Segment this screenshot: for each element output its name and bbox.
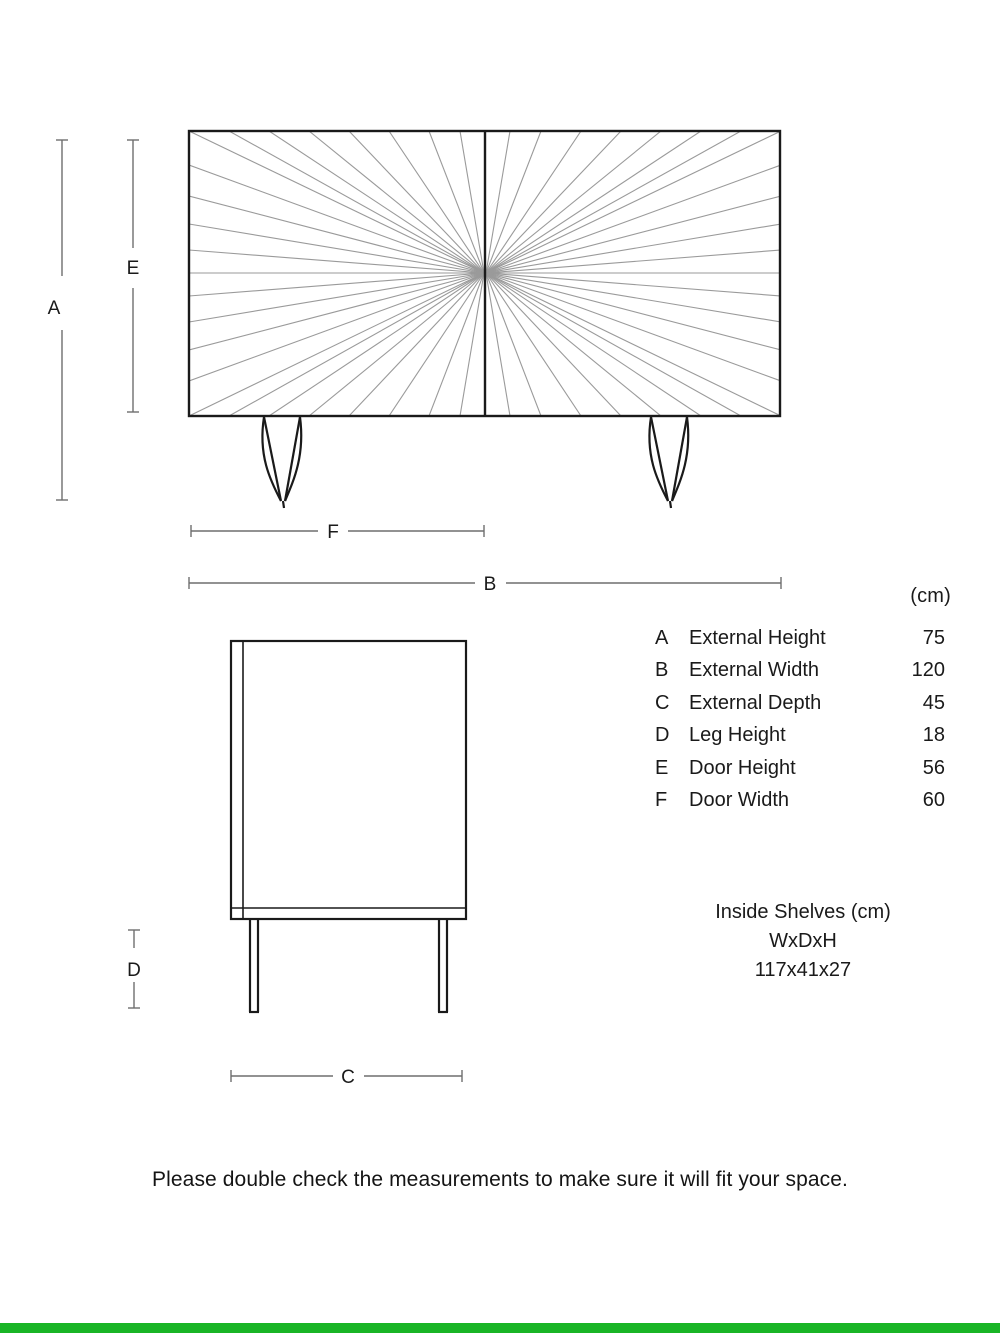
dimension-label-a: A [47,298,61,319]
spec-key: F [655,788,668,811]
table-row [655,784,945,816]
spec-value: 60 [922,788,945,811]
spec-key: B [655,659,669,682]
spec-value: 75 [922,627,945,649]
measurement-disclaimer: Please double check the measurements to make sure it will fit your space. [152,1168,848,1191]
spec-value: 18 [922,724,945,747]
spec-value: 45 [922,691,945,714]
table-row [655,687,945,719]
legs-side-view [249,920,448,1012]
cabinet-side-outline [231,641,466,919]
inside-shelves-order: WxDxH [769,930,837,952]
spec-name: Door Width [689,788,790,811]
spec-key: C [655,691,670,714]
dimension-label-b: B [483,574,497,595]
spec-key: D [655,724,670,747]
table-row [655,719,945,751]
spec-name: External Depth [689,691,822,714]
inside-shelves-block [655,898,951,985]
spec-value: 56 [922,756,945,779]
dimension-line-a [56,140,68,500]
hairpin-legs-front [262,417,688,508]
dimension-label-f: F [327,522,339,543]
specifications-table [655,622,945,816]
dimension-label-c: C [341,1067,355,1088]
spec-name: External Width [689,659,820,682]
spec-name: External Height [689,627,826,649]
inside-shelves-value: 117x41x27 [754,959,852,981]
bottom-accent-bar [0,1323,1000,1333]
specifications-panel [655,585,955,816]
inside-shelves-title: Inside Shelves (cm) [715,901,891,923]
spec-name: Leg Height [689,724,786,747]
spec-value: 120 [911,659,945,682]
spec-name: Door Height [689,756,796,779]
table-row [655,654,945,686]
dimension-label-d: D [127,960,141,981]
dimension-label-e: E [126,258,140,279]
table-row [655,622,945,654]
units-label: (cm) [910,585,951,607]
spec-key: A [655,627,669,649]
table-row [655,752,945,784]
spec-key: E [655,756,669,779]
